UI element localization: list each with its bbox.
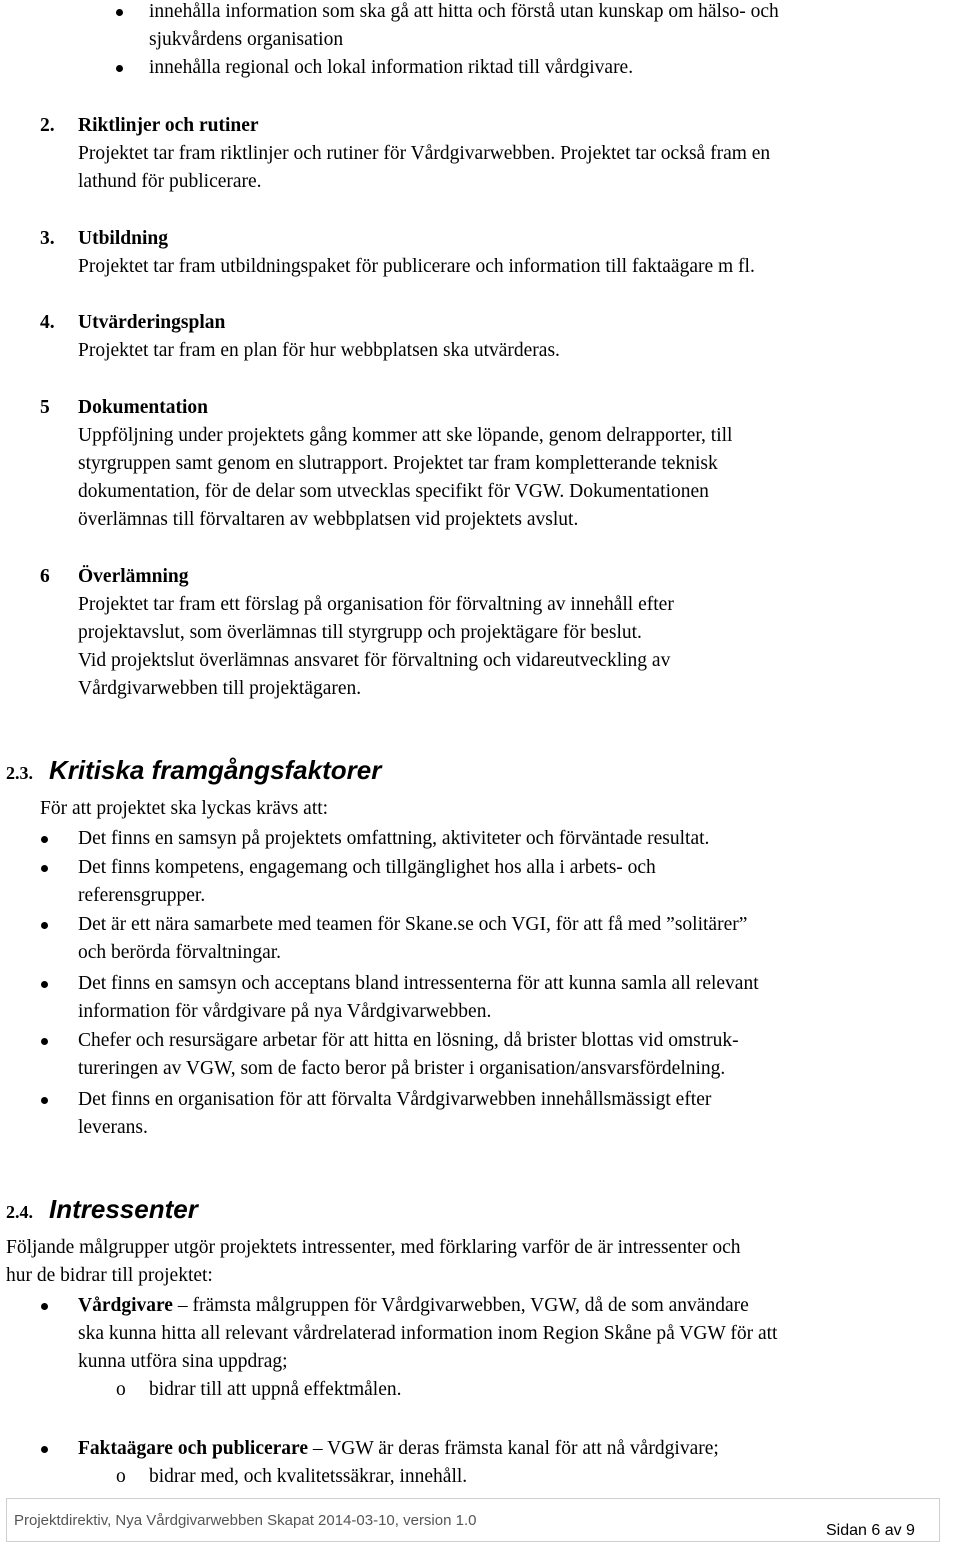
text-line: styrgruppen samt genom en slutrapport. Projektet tar fram kompletterande teknisk	[78, 453, 718, 474]
text-line: ska kunna hitta all relevant vårdrelaterad information inom Region Skåne på VGW för att	[78, 1323, 778, 1344]
heading-title: Kritiska framgångsfaktorer	[49, 755, 382, 785]
text-line: leverans.	[78, 1117, 148, 1138]
text-line: projektavslut, som överlämnas till styrgrupp och projektägare för beslut.	[78, 622, 642, 643]
stakeholder-description: – främsta målgruppen för Vårdgivarwebben, VGW, då de som användare	[172, 1295, 749, 1316]
text-line: bidrar till att uppnå effektmålen.	[149, 1379, 402, 1400]
section-heading: Utvärderingsplan	[78, 312, 226, 333]
text-line: Projektet tar fram ett förslag på organisation för förvaltning av innehåll efter	[78, 594, 674, 615]
text-line: bidrar med, och kvalitetssäkrar, innehåll.	[149, 1466, 468, 1487]
text-line: Det är ett nära samarbete med teamen för Skane.se och VGI, för att få med ”solitärer”	[78, 914, 748, 935]
bullet-dot	[41, 865, 48, 872]
text-line: innehålla information som ska gå att hitta och förstå utan kunskap om hälso- och	[149, 1, 779, 22]
bullet-dot	[116, 9, 123, 16]
text-line: dokumentation, för de delar som utvecklas specifikt för VGW. Dokumentationen	[78, 481, 709, 502]
section-heading: Riktlinjer och rutiner	[78, 115, 259, 136]
text-line: Vårdgivarwebben till projektägaren.	[78, 678, 362, 699]
text-line: Det finns en samsyn och acceptans bland intressenterna för att kunna samla all relevant	[78, 973, 759, 994]
bullet-dot	[41, 1097, 48, 1104]
text-line: Uppföljning under projektets gång kommer att ske löpande, genom delrapporter, till	[78, 425, 733, 446]
list-number: 2.	[40, 115, 55, 136]
text-line: Projektet tar fram utbildningspaket för publicerare och information till faktaägare m fl.	[78, 256, 755, 277]
text-line: Vid projektslut överlämnas ansvaret för förvaltning och vidareutveckling av	[78, 650, 671, 671]
bullet-dot	[41, 981, 48, 988]
heading-number: 2.4.	[6, 1202, 33, 1222]
text-line: Projektet tar fram en plan för hur webbplatsen ska utvärderas.	[78, 340, 560, 361]
text-line: Det finns kompetens, engagemang och tillgänglighet hos alla i arbets- och	[78, 857, 656, 878]
text-line: Chefer och resursägare arbetar för att hitta en lösning, då brister blottas vid omstruk-	[78, 1030, 739, 1051]
stakeholder-term: Faktaägare och publicerare	[78, 1438, 309, 1459]
footer-document-info: Projektdirektiv, Nya Vårdgivarwebben Skapat 2014-03-10, version 1.0	[14, 1512, 477, 1529]
list-number: 4.	[40, 312, 55, 333]
sub-bullet-marker: o	[116, 1466, 126, 1487]
bullet-dot	[41, 1446, 48, 1453]
text-line	[78, 1435, 719, 1463]
bullet-dot	[41, 1303, 48, 1310]
section-heading: Dokumentation	[78, 397, 209, 418]
bullet-dot	[41, 1038, 48, 1045]
text-line: och berörda förvaltningar.	[78, 942, 282, 963]
text-line: Projektet tar fram riktlinjer och rutiner för Vårdgivarwebben. Projektet tar också fram en	[78, 143, 771, 164]
text-line: hur de bidrar till projektet:	[6, 1265, 213, 1286]
text-line: För att projektet ska lyckas krävs att:	[40, 798, 329, 819]
bullet-dot	[116, 65, 123, 72]
text-line: innehålla regional och lokal information riktad till vårdgivare.	[149, 57, 634, 78]
text-line: lathund för publicerare.	[78, 171, 262, 192]
page-number: Sidan 6 av 9	[826, 1522, 915, 1539]
list-number: 3.	[40, 228, 55, 249]
heading-title: Intressenter	[49, 1194, 198, 1224]
text-line	[78, 1292, 749, 1320]
bullet-dot	[41, 836, 48, 843]
section-heading: Utbildning	[78, 228, 168, 249]
text-line: referensgrupper.	[78, 885, 206, 906]
section-heading: Överlämning	[78, 566, 189, 587]
sub-bullet-marker: o	[116, 1379, 126, 1400]
stakeholder-term: Vårdgivare	[78, 1295, 173, 1316]
text-line: kunna utföra sina uppdrag;	[78, 1351, 288, 1372]
list-number: 6	[40, 566, 50, 587]
bullet-dot	[41, 922, 48, 929]
text-line: sjukvårdens organisation	[149, 29, 344, 50]
text-line: information för vårdgivare på nya Vårdgivarwebben.	[78, 1001, 492, 1022]
heading-number: 2.3.	[6, 763, 33, 783]
stakeholder-description: – VGW är deras främsta kanal för att nå vårdgivare;	[308, 1438, 719, 1459]
text-line: tureringen av VGW, som de facto beror på brister i organisation/ansvarsfördelning.	[78, 1058, 726, 1079]
text-line: Följande målgrupper utgör projektets intressenter, med förklaring varför de är intressenter och	[6, 1237, 741, 1258]
text-line: Det finns en organisation för att förvalta Vårdgivarwebben innehållsmässigt efter	[78, 1089, 712, 1110]
list-number: 5	[40, 397, 50, 418]
text-line: överlämnas till förvaltaren av webbplatsen vid projektets avslut.	[78, 509, 579, 530]
text-line: Det finns en samsyn på projektets omfattning, aktiviteter och förväntade resultat.	[78, 828, 710, 849]
